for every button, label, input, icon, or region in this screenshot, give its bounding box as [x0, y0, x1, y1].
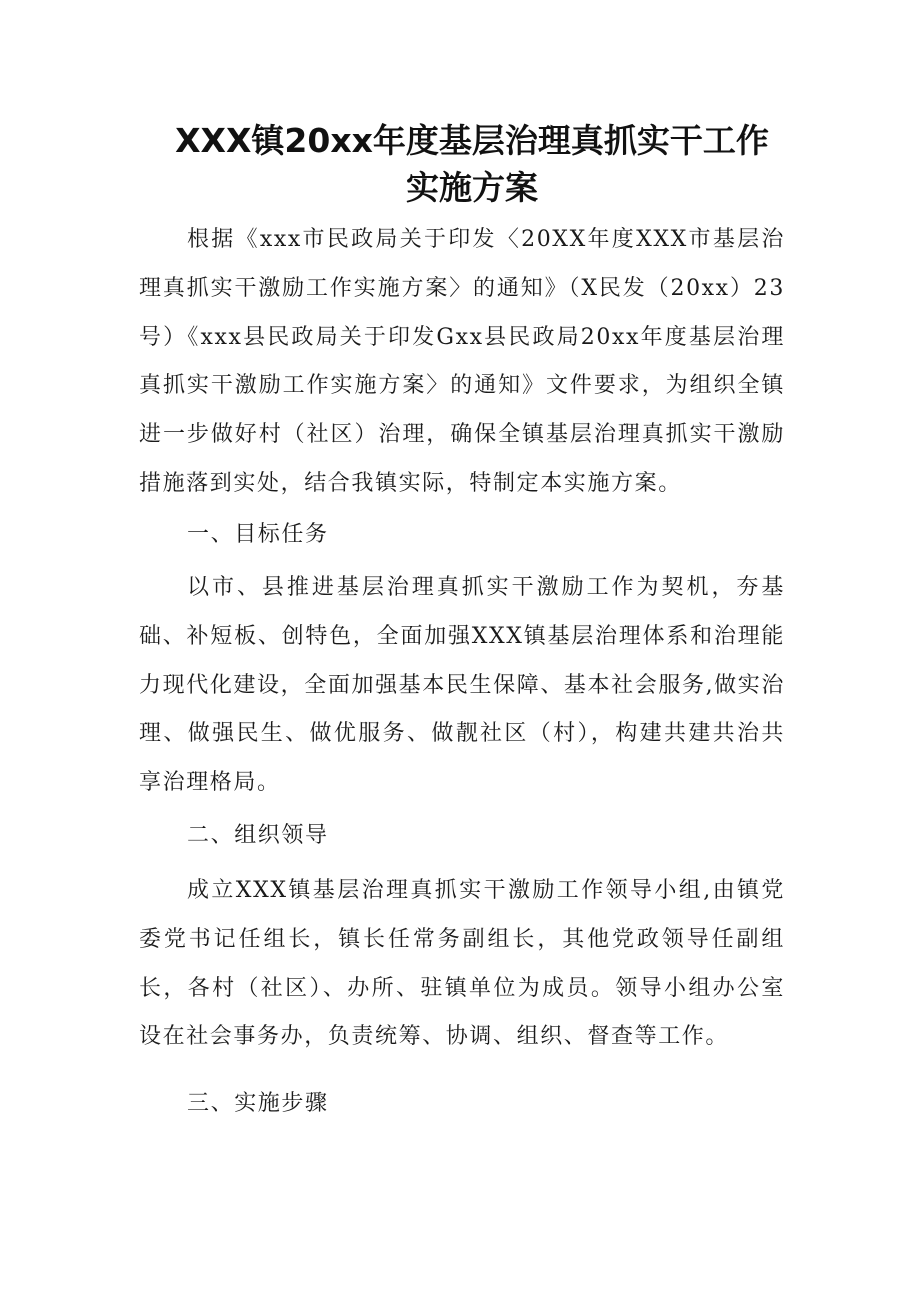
intro-paragraph: 根据《xxx市民政局关于印发〈20XX年度XXX市基层治理真抓实干激励工作实施方案〉的通知》（X民发（20xx）23号）《xxx县民政局关于印发Gxx县民政局20xx年度基层治理真抓实干激励工作实施方案〉的通知》文件要求，为组织全镇进一步做好村（社区）治理，确保全镇基层治理真抓实干激励措施落到实处，结合我镇实际，特制定本实施方案。: [139, 227, 785, 496]
section-body-leadership: 成立XXX镇基层治理真抓实干激励工作领导小组,由镇党委党书记任组长，镇长任常务副组长，其他党政领导任副组长，各村（社区）、办所、驻镇单位为成员。领导小组办公室设在社会事务办，负责统筹、协调、组织、督查等工作。: [139, 878, 785, 1050]
section-heading-steps: 三、实施步骤: [187, 1091, 329, 1116]
document-title-line-1: XXX镇20xx年度基层治理真抓实干工作: [175, 121, 769, 160]
document-title-line-2: 实施方案: [406, 168, 538, 207]
section-heading-leadership: 二、组织领导: [187, 823, 329, 848]
section-heading-goals: 一、目标任务: [187, 522, 329, 547]
section-body-goals: 以市、县推进基层治理真抓实干激励工作为契机，夯基础、补短板、创特色，全面加强XXX镇基层治理体系和治理能力现代化建设，全面加强基本民生保障、基本社会服务,做实治理、做强民生、做优服务、做靓社区（村），构建共建共治共享治理格局。: [139, 575, 785, 796]
